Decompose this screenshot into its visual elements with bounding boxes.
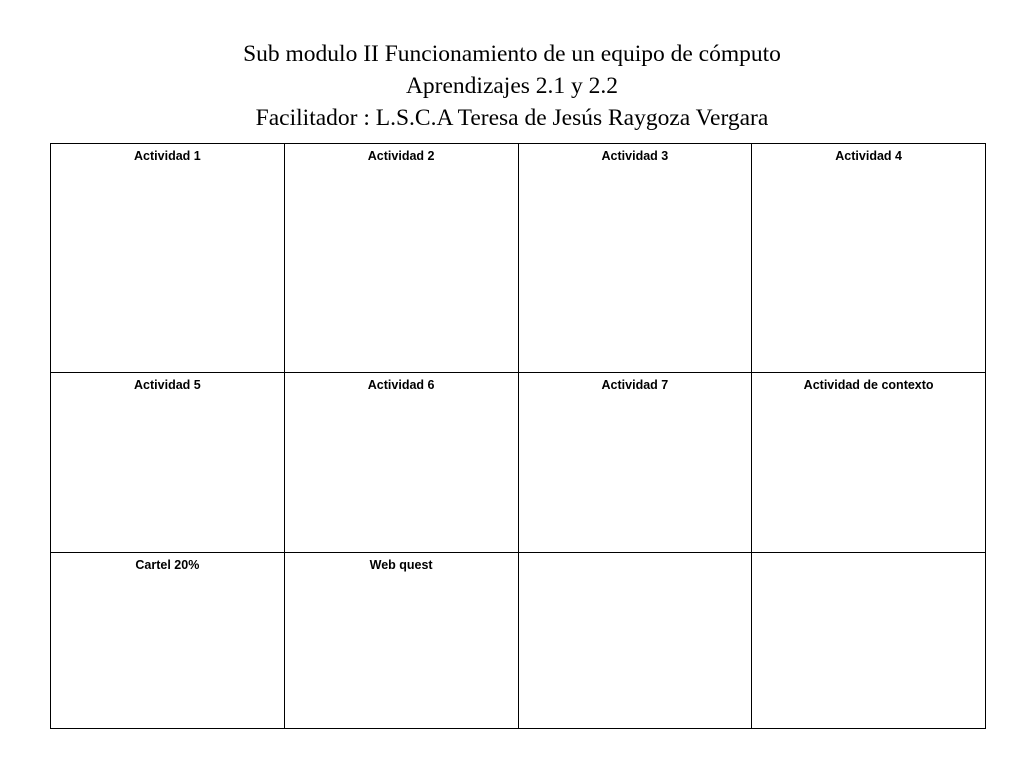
page-header (0, 38, 1024, 134)
grid-cell: Actividad 4 (752, 144, 986, 373)
grid-cell: Actividad de contexto (752, 373, 986, 553)
page-title: Sub modulo II Funcionamiento de un equipo de cómputo (243, 41, 781, 67)
grid-cell: Actividad 5 (51, 373, 285, 553)
grid-cell: Actividad 3 (518, 144, 752, 373)
grid-cell: Web quest (284, 553, 518, 729)
page-subtitle: Aprendizajes 2.1 y 2.2 (405, 73, 619, 99)
grid-cell: Actividad 6 (284, 373, 518, 553)
grid-cell: Cartel 20% (51, 553, 285, 729)
activity-grid (50, 143, 986, 729)
grid-cell: Actividad 1 (51, 144, 285, 373)
grid-row-2 (51, 373, 986, 553)
facilitator-line: Facilitador : L.S.C.A Teresa de Jesús Raygoza Vergara (255, 105, 769, 131)
grid-cell (518, 553, 752, 729)
grid-cell: Actividad 2 (284, 144, 518, 373)
grid-row-1 (51, 144, 986, 373)
grid-cell: Actividad 7 (518, 373, 752, 553)
grid-cell (752, 553, 986, 729)
grid-row-3 (51, 553, 986, 729)
